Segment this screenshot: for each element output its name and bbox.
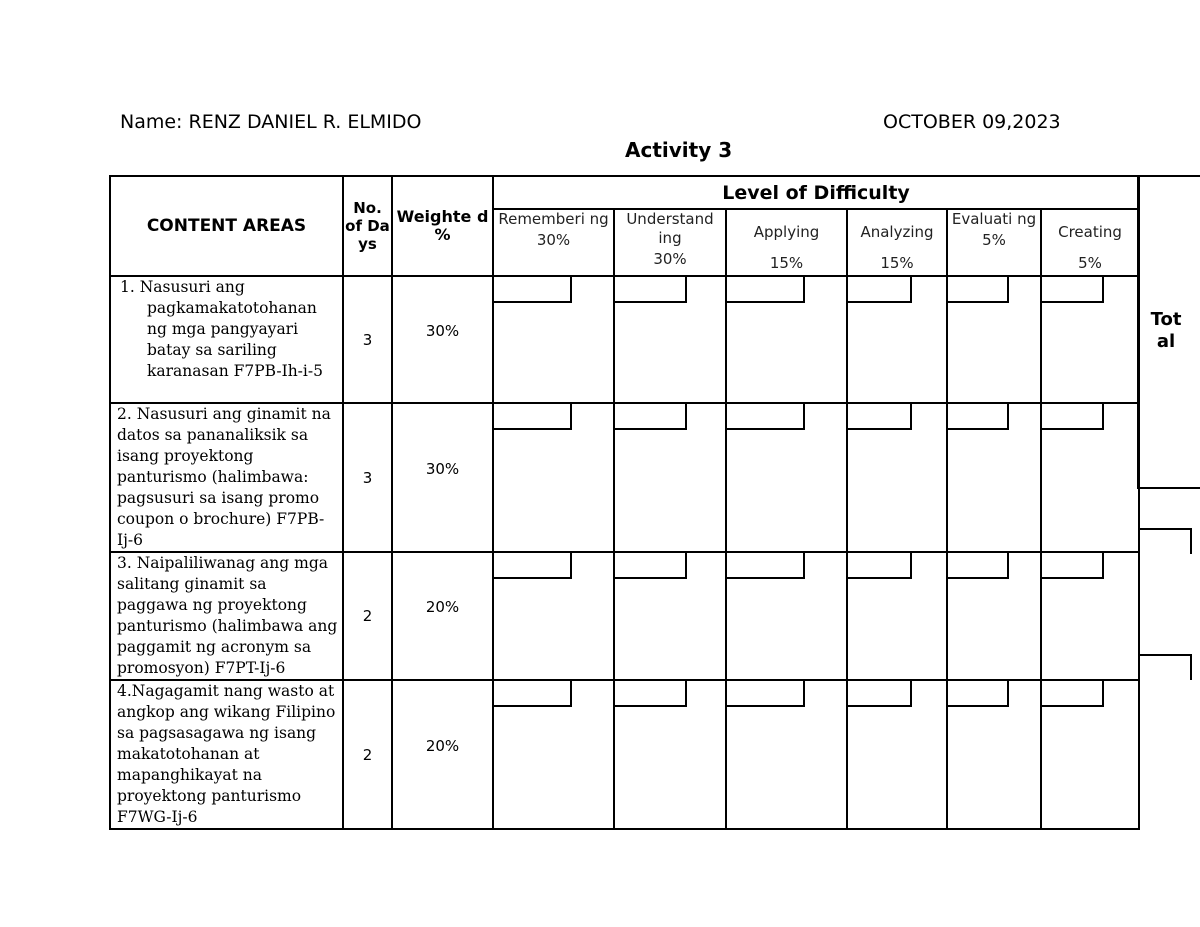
level-percent: 5% [1078,254,1102,272]
content-area-2: 2. Nasusuri ang ginamit na datos sa pananaliksik sa isang proyektong panturismo (halimbawa: pagsusuri sa isang promo coupon o brochure) F7PB-Ij-6 [110,403,343,552]
level-label: Evaluati ng [951,210,1037,228]
level-label: Analyzing [860,223,934,241]
content-area-4: 4.Nagagamit nang wasto at angkop ang wikang Filipino sa pagsasagawa ng isang makatotohanan at mapanghikayat na proyektong panturismo F7WG-Ij-6 [110,680,343,829]
answer-cell[interactable] [493,276,614,403]
answer-cell[interactable] [1041,276,1139,403]
level-creating [1041,209,1139,276]
answer-cell[interactable] [847,403,947,552]
level-analyzing [847,209,947,276]
answer-cell[interactable] [614,552,726,680]
content-area-1: 1. Nasusuri ang pagkamakatotohanan ng mga pangyayari batay sa sariling karanasan F7PB-Ih-i-5 [110,276,343,403]
weight-cell: 20% [392,552,493,680]
weight-cell: 30% [392,403,493,552]
table-row [110,403,1139,552]
answer-cell[interactable] [947,552,1041,680]
total-stub [1138,654,1192,680]
table-of-specifications [109,175,1140,830]
answer-cell[interactable] [614,276,726,403]
level-understanding [614,209,726,276]
answer-cell[interactable] [847,552,947,680]
days-cell: 2 [343,680,392,829]
header-no-of-days: No. of Da ys [343,176,392,276]
answer-cell[interactable] [614,403,726,552]
header-content-areas: CONTENT AREAS [110,176,343,276]
weight-cell: 20% [392,680,493,829]
level-evaluating [947,209,1041,276]
level-percent: 15% [769,254,804,272]
days-cell: 3 [343,403,392,552]
answer-cell[interactable] [847,276,947,403]
answer-cell[interactable] [614,680,726,829]
total-stub [1138,528,1192,554]
answer-cell[interactable] [726,403,847,552]
answer-cell[interactable] [493,403,614,552]
total-label: Tot al [1150,309,1182,352]
activity-date: OCTOBER 09,2023 [883,111,1061,133]
level-label: Rememberi ng [498,210,609,228]
answer-cell[interactable] [947,403,1041,552]
level-label: Applying [753,223,820,241]
answer-cell[interactable] [1041,552,1139,680]
table-row [110,552,1139,680]
answer-cell[interactable] [947,276,1041,403]
student-name: Name: RENZ DANIEL R. ELMIDO [120,111,422,133]
header-weighted-percent: Weighte d % [392,176,493,276]
answer-cell[interactable] [1041,680,1139,829]
answer-cell[interactable] [493,552,614,680]
level-label: Understand ing [626,210,714,247]
level-percent: 15% [880,254,914,272]
level-percent: 30% [536,231,571,249]
days-cell: 3 [343,276,392,403]
level-applying [726,209,847,276]
level-percent: 30% [653,250,687,268]
answer-cell[interactable] [493,680,614,829]
header-level-of-difficulty: Level of Difficulty [493,176,1139,209]
answer-cell[interactable] [847,680,947,829]
content-area-3: 3. Naipaliliwanag ang mga salitang ginamit sa paggawa ng proyektong panturismo (halimbawa ang paggamit ng acronym sa promosyon) F7PT-Ij-6 [110,552,343,680]
level-remembering [493,209,614,276]
answer-cell[interactable] [726,276,847,403]
level-percent: 5% [982,231,1006,249]
table-row [110,680,1139,829]
answer-cell[interactable] [726,680,847,829]
answer-cell[interactable] [1041,403,1139,552]
answer-cell[interactable] [947,680,1041,829]
weight-cell: 30% [392,276,493,403]
table-row [110,276,1139,403]
answer-cell[interactable] [726,552,847,680]
level-label: Creating [1058,223,1122,241]
activity-title: Activity 3 [625,138,733,162]
days-cell: 2 [343,552,392,680]
